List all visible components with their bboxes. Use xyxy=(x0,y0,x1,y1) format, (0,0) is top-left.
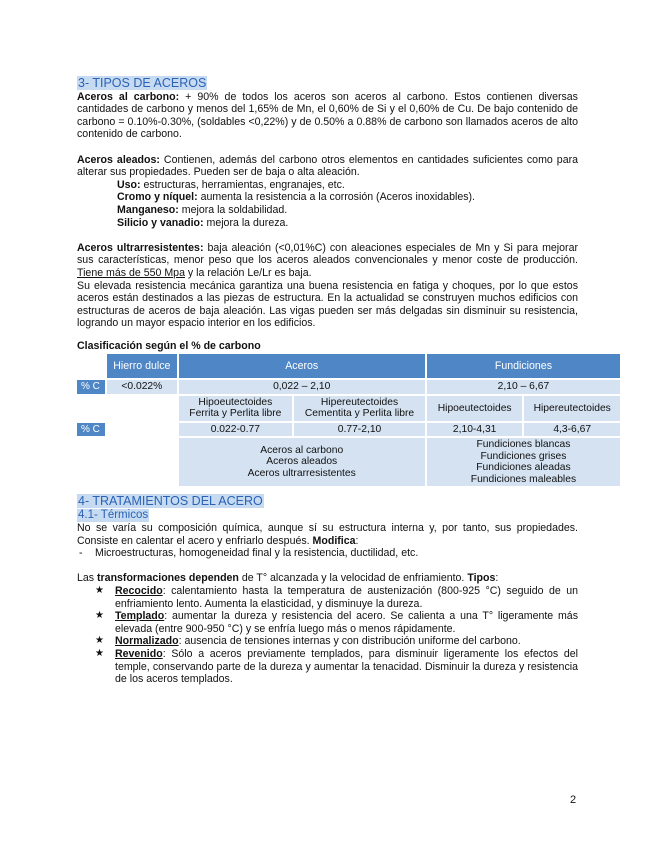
ultra-paragraph xyxy=(77,242,578,280)
row-label-pc: % C xyxy=(77,423,105,437)
aleados-list xyxy=(77,179,578,229)
subheader-hipereutectoides-fundicion: Hipereutectoides xyxy=(524,396,620,421)
modifica-list xyxy=(77,547,578,560)
carbono-text: + 90% de todos los aceros son aceros al carbono. Estos contienen diversas cantidades de carbono y menos del 1,65% de Mn, el 0,60% de Si y el 0,60% de Cu. De bajo contenido de carbono = 0.10%-0.30%, (soldables <0,22%) y de 0.50% a 0.88% de carbono son llamados aceros de alto contenido de carbono. xyxy=(77,90,578,141)
row-label-pc: % C xyxy=(77,380,105,394)
cell-fundiciones-types: Fundiciones blancas Fundiciones grises Fundiciones aleadas Fundiciones maleables xyxy=(427,438,620,486)
ultra-text: baja aleación (<0,01%C) con aleaciones especiales de Mn y Si para mejorar sus características, menor peso que los aceros aleados convencionales y menor coste de producción. xyxy=(77,241,578,267)
list-item: ★ Templado: aumentar la dureza y resistencia del acero. Se calienta a una T° ligeramente más elevada (entre 900-950 °C) y se enfría luego más o menos rápidamente. xyxy=(95,610,578,635)
cell-fundiciones-range: 2,10 – 6,67 xyxy=(427,380,620,394)
cell-range: 0.77-2,10 xyxy=(294,423,425,437)
tipos-list xyxy=(77,585,578,686)
star-icon: ★ xyxy=(95,610,104,622)
aleados-item-text: mejora la soldabilidad. xyxy=(178,203,288,216)
cell-range: 0.022-0.77 xyxy=(179,423,293,437)
header-hierro-dulce: Hierro dulce xyxy=(107,354,176,378)
cell-hierro-range: <0.022% xyxy=(107,380,176,394)
aleados-item-text: estructuras, herramientas, engranajes, etc. xyxy=(140,178,345,191)
star-icon: ★ xyxy=(95,648,104,659)
aleados-text: Contienen, además del carbono otros elementos en cantidades suficientes como para alterar sus propiedades. Pueden ser de baja o alta aleación. xyxy=(77,153,579,179)
subheader-hipoeutectoides-acero: Hipoeutectoides Ferrita y Perlita libre xyxy=(179,396,293,421)
list-item: ★ Normalizado: ausencia de tensiones internas y con distribución uniforme del carbono. xyxy=(95,635,521,648)
termicos-intro: No se varía su composición química, aunque sí su estructura interna y, por tanto, sus propiedades. Consiste en calentar el acero y enfriarlo después. Modifica: xyxy=(77,522,578,547)
ultra-underlined: Tiene más de 550 Mpa xyxy=(77,266,185,279)
aleados-paragraph xyxy=(77,154,578,179)
list-item: ★ Revenido: Sólo a aceros previamente templados, para disminuir ligeramente los efectos del temple, conservando parte de la dureza y aumentar la tenacidad. Disminuir la dureza y resistencia de los aceros templados. xyxy=(95,648,578,686)
section-3-title: 3- TIPOS DE ACEROS xyxy=(78,76,207,90)
document-page xyxy=(77,76,611,686)
cell-range: 2,10-4,31 xyxy=(427,423,523,437)
ultra-term: Aceros ultrarresistentes: xyxy=(77,241,204,254)
aleados-item-term: Manganeso: xyxy=(117,203,179,216)
header-aceros: Aceros xyxy=(179,354,425,378)
table-caption: Clasificación según el % de carbono xyxy=(77,339,261,352)
star-icon: ★ xyxy=(95,585,104,597)
carbono-term: Aceros al carbono: xyxy=(77,90,180,103)
aleados-item xyxy=(117,217,578,230)
aleados-item-term: Silicio y vanadio: xyxy=(117,216,204,229)
transformaciones-paragraph: Las transformaciones dependen de T° alcanzada y la velocidad de enfriamiento. Tipos: xyxy=(77,572,499,585)
cell-aceros-types: Aceros al carbono Aceros aleados Aceros ultrarresistentes xyxy=(179,438,425,486)
cell-aceros-range: 0,022 – 2,10 xyxy=(179,380,425,394)
star-icon: ★ xyxy=(95,635,104,647)
aleados-item-term: Uso: xyxy=(117,178,141,191)
aleados-term: Aceros aleados: xyxy=(77,153,160,166)
subheader-hipereutectoides-acero: Hipereutectoides Cementita y Perlita libre xyxy=(294,396,425,421)
section-4-1-title: 4.1- Térmicos xyxy=(78,509,149,522)
aleados-item-text: aumenta la resistencia a la corrosión (Aceros inoxidables). xyxy=(197,191,475,204)
page-number: 2 xyxy=(570,794,577,806)
aleados-item xyxy=(117,179,578,192)
list-item: ★ Recocido: calentamiento hasta la temperatura de austenización (800-925 °C) seguido de un enfriamiento lento. Aumenta la elasticidad, y disminuye la dureza. xyxy=(95,585,578,610)
header-fundiciones: Fundiciones xyxy=(427,354,620,378)
carbono-paragraph xyxy=(77,91,578,141)
subheader-hipoeutectoides-fundicion: Hipoeutectoides xyxy=(427,396,523,421)
list-item: - Microestructuras, homogeneidad final y la resistencia, ductilidad, etc. xyxy=(95,547,578,560)
section-4-title: 4- TRATAMIENTOS DEL ACERO xyxy=(78,494,263,509)
carbon-classification-table xyxy=(75,352,622,488)
aleados-item-text: mejora la dureza. xyxy=(203,216,289,229)
ultra-paragraph-2: Su elevada resistencia mecánica garantiza una buena resistencia en fatiga y choques, por lo que estos aceros están destinados a las piezas de estructura. En la actualidad se construyen muchos edificios con estructuras de aceros de baja aleación. Las vigas pueden ser más delgadas sin disminuir su resistencia, logrando un mayor espacio interior en los edificios. xyxy=(77,279,578,330)
aleados-item-term: Cromo y níquel: xyxy=(117,191,198,204)
cell-range: 4,3-6,67 xyxy=(524,423,620,437)
aleados-item xyxy=(117,204,578,217)
ultra-text-end: y la relación Le/Lr es baja. xyxy=(184,266,312,279)
aleados-item xyxy=(117,191,578,204)
